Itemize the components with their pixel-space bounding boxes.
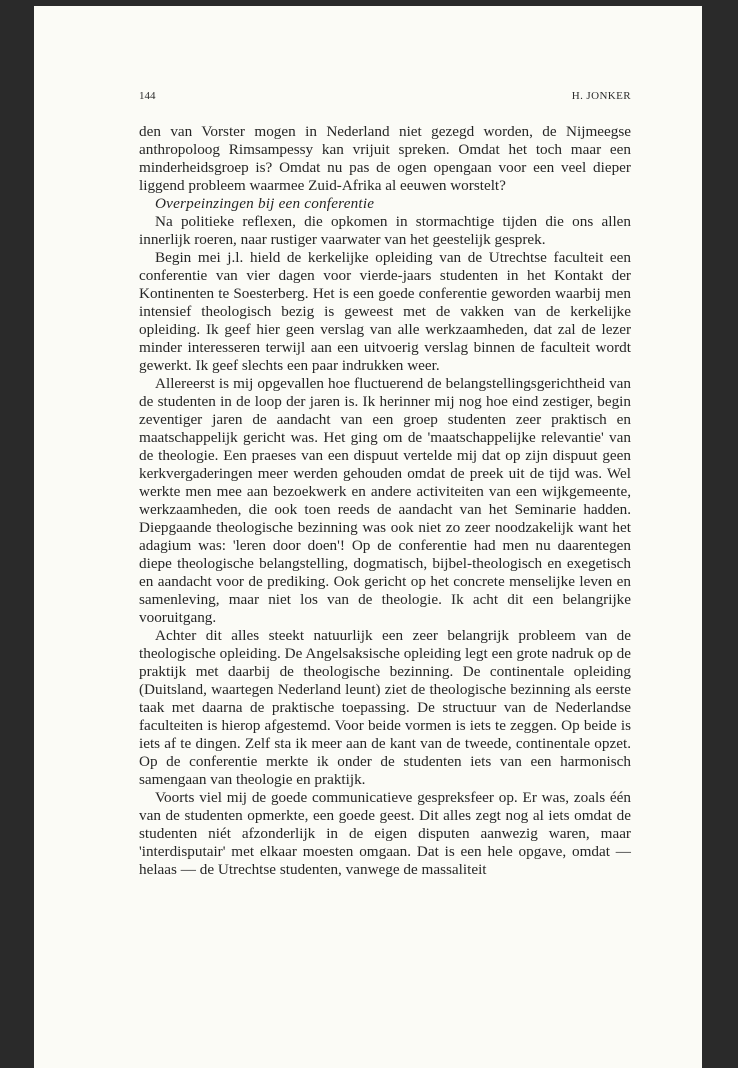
section-heading: Overpeinzingen bij een conferentie [155,195,375,212]
paragraph: Achter dit alles steekt natuurlijk een zeer belangrijk probleem van de theologische opleiding. De Angelsaksische opleiding legt een grote nadruk op de praktijk met daarbij de theologische bezinning. De continentale opleiding (Duitsland, waartegen Nederland leunt) ziet de theologische bezinning als eerste taak met daarna de praktische toepassing. De structuur van de Nederlandse faculteiten is hierop afgestemd. Voor beide vormen is iets te zeggen. Op beide is iets af te dingen. Zelf sta ik meer aan de kant van de tweede, continentale opzet. Op de conferentie merkte ik onder de studenten iets van een harmonisch samengaan van theologie en praktijk. [139,627,631,788]
page-number: 144 [139,90,156,102]
paragraph: Na politieke reflexen, die opkomen in stormachtige tijden die ons allen innerlijk roeren, naar rustiger vaarwater van het geestelijk gesprek. [139,213,631,248]
paragraph: Allereerst is mij opgevallen hoe fluctuerend de belangstellingsgerichtheid van de studenten in de loop der jaren is. Ik herinner mij nog hoe eind zestiger, begin zeventiger jaren de aandacht van een groep studenten zeer praktisch en maatschappelijk gericht was. Het ging om de 'maatschappelijke relevantie' van de theologie. Een praeses van een dispuut vertelde mij dat op zijn dispuut geen kerkvergaderingen meer werden gehouden omdat de preek uit de tijd was. Wel werkte men mee aan bezoekwerk en andere activiteiten van een wijkgemeente, werkzaamheden, die ook toen reeds de aandacht van het Seminarie hadden. Diepgaande theologische bezinning was ook niet zo zeer noodzakelijk want het adagium was: 'leren door doen'! Op de conferentie had men nu daarentegen diepe theologische belangstelling, dogmatisch, bijbel-theologisch en exegetisch en aandacht voor de prediking. Ook gericht op het concrete menselijke leven en samenleving, maar niet los van de theologie. Ik acht dit een belangrijke vooruitgang. [139,375,631,626]
paragraph-continued: den van Vorster mogen in Nederland niet gezegd worden, de Nijmeegse anthropoloog Rimsampessy kan vrijuit spreken. Omdat het toch maar een minderheidsgroep is? Omdat nu pas de ogen opengaan voor een veel dieper liggend probleem waarmee Zuid-Afrika al eeuwen worstelt? [139,123,631,194]
paragraph: Voorts viel mij de goede communicatieve gespreksfeer op. Er was, zoals één van de studenten opmerkte, een goede geest. Dit alles zegt nog al iets omdat de studenten niét afzonderlijk in de eigen disputen aanwezig waren, maar 'interdisputair' met elkaar moesten omgaan. Dat is een hele opgave, omdat — helaas — de Utrechtse studenten, vanwege de massaliteit [139,789,631,878]
paragraph: Begin mei j.l. hield de kerkelijke opleiding van de Utrechtse faculteit een conferentie van vier dagen voor vierde-jaars studenten in het Kontakt der Kontinenten te Soesterberg. Het is een goede conferentie geworden waarbij men intensief theologisch bezig is geweest met de vakken van de kerkelijke opleiding. Ik geef hier geen verslag van alle werkzaamheden, dat zal de lezer minder interesseren terwijl aan een uitvoerig verslag binnen de faculteit wordt gewerkt. Ik geef slechts een paar indrukken weer. [139,249,631,374]
body-text [139,123,631,879]
running-author: H. JONKER [571,90,631,102]
